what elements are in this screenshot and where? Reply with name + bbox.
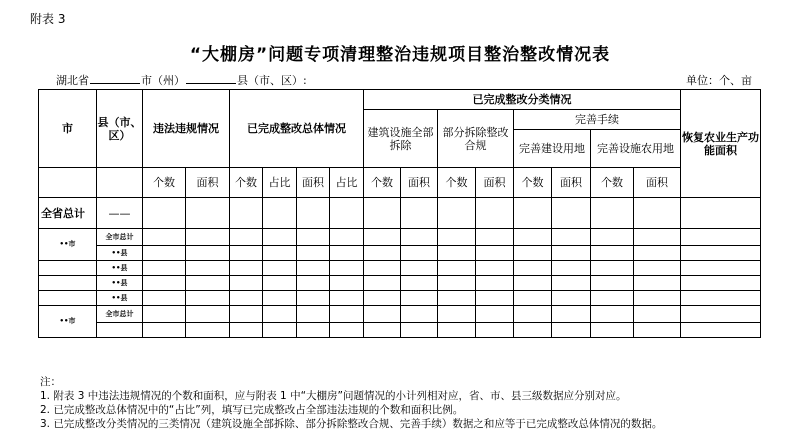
data-cell[interactable] bbox=[330, 276, 364, 291]
data-cell[interactable] bbox=[143, 323, 186, 338]
header-demolish-all: 建筑设施全部拆除 bbox=[364, 110, 438, 168]
county-label: 县（市、区）: bbox=[237, 74, 307, 87]
data-cell[interactable] bbox=[476, 323, 514, 338]
data-cell[interactable] bbox=[634, 246, 681, 261]
data-cell[interactable] bbox=[552, 246, 591, 261]
data-cell[interactable] bbox=[230, 261, 263, 276]
header-area: 面积 bbox=[401, 168, 438, 198]
data-cell[interactable] bbox=[591, 198, 634, 229]
header-construction-land: 完善建设用地 bbox=[514, 130, 591, 168]
data-cell[interactable] bbox=[364, 323, 401, 338]
dash-cell: —— bbox=[97, 198, 143, 229]
data-cell[interactable] bbox=[552, 323, 591, 338]
data-cell[interactable] bbox=[401, 229, 438, 246]
data-cell[interactable] bbox=[186, 229, 230, 246]
data-cell[interactable] bbox=[364, 198, 401, 229]
data-cell[interactable] bbox=[330, 306, 364, 323]
data-cell[interactable] bbox=[401, 261, 438, 276]
province-total-label: 全省总计 bbox=[39, 198, 97, 229]
data-cell[interactable] bbox=[681, 198, 761, 229]
data-cell[interactable] bbox=[401, 291, 438, 306]
data-cell[interactable] bbox=[401, 306, 438, 323]
data-cell[interactable] bbox=[297, 306, 330, 323]
province-label: 湖北省 bbox=[56, 74, 89, 87]
county-placeholder: ••县 bbox=[97, 276, 143, 291]
blank-cell bbox=[39, 291, 97, 306]
data-cell[interactable] bbox=[230, 291, 263, 306]
data-cell[interactable] bbox=[438, 229, 476, 246]
data-cell[interactable] bbox=[438, 198, 476, 229]
data-cell[interactable] bbox=[681, 323, 761, 338]
data-cell[interactable] bbox=[330, 229, 364, 246]
data-cell[interactable] bbox=[143, 198, 186, 229]
rectification-table bbox=[38, 89, 761, 338]
header-ratio: 占比 bbox=[330, 168, 364, 198]
data-cell[interactable] bbox=[230, 323, 263, 338]
header-area: 面积 bbox=[634, 168, 681, 198]
data-cell[interactable] bbox=[591, 276, 634, 291]
data-cell[interactable] bbox=[681, 229, 761, 246]
data-cell[interactable] bbox=[297, 198, 330, 229]
header-demolish-part: 部分拆除整改合规 bbox=[438, 110, 514, 168]
blank-cell bbox=[39, 261, 97, 276]
table-row bbox=[39, 198, 761, 229]
data-cell[interactable] bbox=[514, 229, 552, 246]
city-total-label: 全市总计 bbox=[97, 306, 143, 323]
data-cell[interactable] bbox=[552, 306, 591, 323]
header-count: 个数 bbox=[438, 168, 476, 198]
data-cell[interactable] bbox=[591, 323, 634, 338]
header-area: 面积 bbox=[552, 168, 591, 198]
header-improve: 完善手续 bbox=[514, 110, 681, 130]
data-cell[interactable] bbox=[364, 261, 401, 276]
header-count: 个数 bbox=[591, 168, 634, 198]
data-cell[interactable] bbox=[364, 229, 401, 246]
data-cell[interactable] bbox=[186, 261, 230, 276]
data-cell[interactable] bbox=[263, 306, 297, 323]
data-cell[interactable] bbox=[297, 323, 330, 338]
data-cell[interactable] bbox=[634, 323, 681, 338]
data-cell[interactable] bbox=[143, 261, 186, 276]
data-cell[interactable] bbox=[438, 276, 476, 291]
data-cell[interactable] bbox=[297, 261, 330, 276]
county-placeholder: ••县 bbox=[97, 291, 143, 306]
data-cell[interactable] bbox=[186, 276, 230, 291]
notes-section bbox=[40, 375, 662, 431]
city-placeholder: ••市 bbox=[39, 306, 97, 338]
data-cell[interactable] bbox=[330, 198, 364, 229]
data-cell[interactable] bbox=[143, 246, 186, 261]
data-cell[interactable] bbox=[330, 291, 364, 306]
data-cell[interactable] bbox=[514, 198, 552, 229]
data-cell[interactable] bbox=[681, 261, 761, 276]
header-violation: 违法违规情况 bbox=[143, 90, 230, 168]
data-cell[interactable] bbox=[552, 229, 591, 246]
header-ratio: 占比 bbox=[263, 168, 297, 198]
data-cell[interactable] bbox=[297, 229, 330, 246]
data-cell[interactable] bbox=[230, 276, 263, 291]
data-cell[interactable] bbox=[401, 246, 438, 261]
header-count: 个数 bbox=[143, 168, 186, 198]
data-cell[interactable] bbox=[681, 246, 761, 261]
city-placeholder: ••市 bbox=[39, 229, 97, 261]
data-cell[interactable] bbox=[330, 323, 364, 338]
attachment-label: 附表 3 bbox=[30, 12, 66, 26]
data-cell[interactable] bbox=[514, 323, 552, 338]
blank-cell bbox=[97, 168, 143, 198]
table-row bbox=[39, 323, 761, 338]
data-cell[interactable] bbox=[263, 261, 297, 276]
data-cell[interactable] bbox=[591, 246, 634, 261]
data-cell[interactable] bbox=[476, 261, 514, 276]
header-count: 个数 bbox=[230, 168, 263, 198]
data-cell[interactable] bbox=[401, 323, 438, 338]
data-cell[interactable] bbox=[364, 291, 401, 306]
header-count: 个数 bbox=[514, 168, 552, 198]
region-fill-line bbox=[56, 72, 307, 88]
city-total-label: 全市总计 bbox=[97, 229, 143, 246]
city-blank[interactable] bbox=[90, 72, 140, 84]
header-count: 个数 bbox=[364, 168, 401, 198]
data-cell[interactable] bbox=[186, 323, 230, 338]
data-cell[interactable] bbox=[476, 276, 514, 291]
data-cell[interactable] bbox=[681, 276, 761, 291]
unit-label: 单位：个、亩 bbox=[686, 74, 752, 87]
table-row bbox=[39, 261, 761, 276]
table-row bbox=[39, 229, 761, 246]
data-cell[interactable] bbox=[476, 198, 514, 229]
data-cell[interactable] bbox=[330, 261, 364, 276]
data-cell[interactable] bbox=[514, 276, 552, 291]
data-cell[interactable] bbox=[514, 261, 552, 276]
data-cell[interactable] bbox=[438, 323, 476, 338]
data-cell[interactable] bbox=[143, 229, 186, 246]
city-label: 市（州） bbox=[141, 74, 185, 87]
data-cell[interactable] bbox=[143, 306, 186, 323]
data-cell[interactable] bbox=[263, 198, 297, 229]
data-cell[interactable] bbox=[364, 306, 401, 323]
header-facility-land: 完善设施农用地 bbox=[591, 130, 681, 168]
data-cell[interactable] bbox=[438, 261, 476, 276]
table-row bbox=[39, 276, 761, 291]
data-cell[interactable] bbox=[297, 291, 330, 306]
data-cell[interactable] bbox=[514, 306, 552, 323]
data-cell[interactable] bbox=[230, 306, 263, 323]
data-cell[interactable] bbox=[263, 246, 297, 261]
data-cell[interactable] bbox=[514, 246, 552, 261]
data-cell[interactable] bbox=[438, 291, 476, 306]
data-cell[interactable] bbox=[143, 291, 186, 306]
data-cell[interactable] bbox=[552, 198, 591, 229]
data-cell[interactable] bbox=[263, 323, 297, 338]
data-cell[interactable] bbox=[476, 306, 514, 323]
header-completed-category: 已完成整改分类情况 bbox=[364, 90, 681, 110]
county-placeholder: ••县 bbox=[97, 261, 143, 276]
blank-cell bbox=[39, 168, 97, 198]
data-cell[interactable] bbox=[230, 229, 263, 246]
note-item: 3. 已完成整改分类情况的三类情况（建筑设施全部拆除、部分拆除整改合规、完善手续）数据之和应等于已完成整改总体情况的数据。 bbox=[40, 418, 663, 430]
page-title: “大棚房”问题专项清理整治违规项目整治整改情况表 bbox=[189, 45, 611, 65]
notes-label: 注： bbox=[40, 376, 61, 388]
header-county: 县（市、区） bbox=[97, 90, 143, 168]
note-item: 1. 附表 3 中违法违规情况的个数和面积，应与附表 1 中“大棚房”问题情况的小计列相对应，省、市、县三级数据应分别对应。 bbox=[40, 390, 627, 402]
county-placeholder: ••县 bbox=[97, 246, 143, 261]
data-cell[interactable] bbox=[634, 276, 681, 291]
data-cell[interactable] bbox=[263, 229, 297, 246]
data-cell[interactable] bbox=[591, 291, 634, 306]
data-cell[interactable] bbox=[186, 306, 230, 323]
data-cell[interactable] bbox=[552, 291, 591, 306]
data-cell[interactable] bbox=[591, 306, 634, 323]
data-cell[interactable] bbox=[330, 246, 364, 261]
header-restore: 恢复农业生产功能面积 bbox=[681, 90, 761, 198]
data-cell[interactable] bbox=[591, 229, 634, 246]
data-cell[interactable] bbox=[476, 246, 514, 261]
data-cell[interactable] bbox=[297, 276, 330, 291]
data-cell[interactable] bbox=[438, 246, 476, 261]
data-cell[interactable] bbox=[634, 291, 681, 306]
header-area: 面积 bbox=[297, 168, 330, 198]
data-cell[interactable] bbox=[681, 291, 761, 306]
data-cell[interactable] bbox=[634, 261, 681, 276]
data-cell[interactable] bbox=[263, 291, 297, 306]
table-row bbox=[39, 291, 761, 306]
data-cell[interactable] bbox=[634, 229, 681, 246]
data-cell[interactable] bbox=[364, 246, 401, 261]
data-cell[interactable] bbox=[634, 306, 681, 323]
data-cell[interactable] bbox=[230, 198, 263, 229]
data-cell[interactable] bbox=[634, 198, 681, 229]
data-cell[interactable] bbox=[364, 276, 401, 291]
header-city: 市 bbox=[39, 90, 97, 168]
data-cell[interactable] bbox=[476, 229, 514, 246]
data-cell[interactable] bbox=[552, 261, 591, 276]
data-cell[interactable] bbox=[186, 246, 230, 261]
header-area: 面积 bbox=[186, 168, 230, 198]
data-cell[interactable] bbox=[263, 276, 297, 291]
data-cell[interactable] bbox=[186, 198, 230, 229]
data-cell[interactable] bbox=[476, 291, 514, 306]
data-cell[interactable] bbox=[438, 306, 476, 323]
table-row bbox=[39, 306, 761, 323]
blank-cell bbox=[97, 323, 143, 338]
data-cell[interactable] bbox=[143, 276, 186, 291]
county-blank[interactable] bbox=[186, 72, 236, 84]
data-cell[interactable] bbox=[230, 246, 263, 261]
blank-cell bbox=[39, 276, 97, 291]
header-completed-overall: 已完成整改总体情况 bbox=[230, 90, 364, 168]
note-item: 2. 已完成整改总体情况中的“占比”列，填写已完成整改占全部违法违规的个数和面积比例。 bbox=[40, 404, 464, 416]
table-row bbox=[39, 246, 761, 261]
data-cell[interactable] bbox=[401, 276, 438, 291]
data-cell[interactable] bbox=[297, 246, 330, 261]
header-area: 面积 bbox=[476, 168, 514, 198]
data-cell[interactable] bbox=[186, 291, 230, 306]
data-cell[interactable] bbox=[401, 198, 438, 229]
data-cell[interactable] bbox=[514, 291, 552, 306]
data-cell[interactable] bbox=[552, 276, 591, 291]
data-cell[interactable] bbox=[591, 261, 634, 276]
data-cell[interactable] bbox=[681, 306, 761, 323]
